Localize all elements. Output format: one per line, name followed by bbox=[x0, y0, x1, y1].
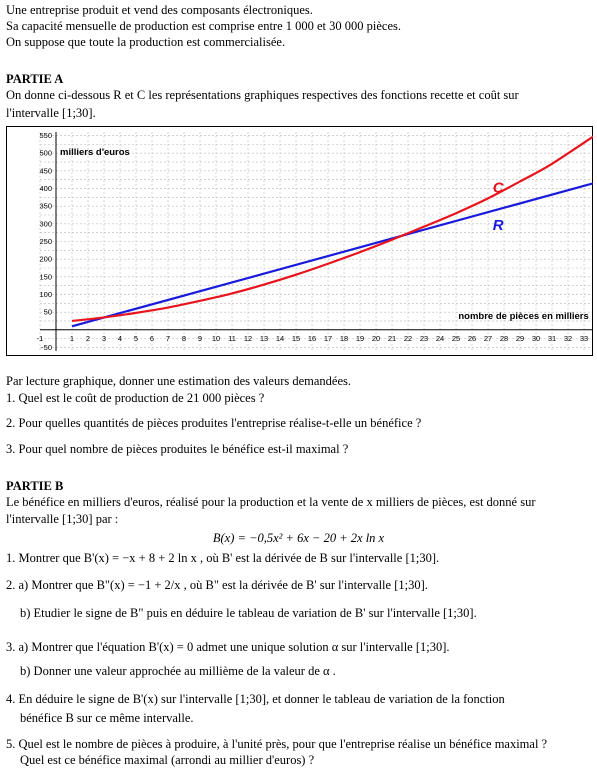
x-tick-label: 32 bbox=[563, 333, 573, 343]
x-tick-label: 11 bbox=[228, 333, 236, 343]
x-tick-label: 8 bbox=[181, 333, 187, 343]
part-b-title: PARTIE B bbox=[6, 479, 64, 493]
x-tick-label: 19 bbox=[355, 333, 365, 343]
x-tick-label: 24 bbox=[435, 333, 445, 343]
intro-line-3: On suppose que toute la production est commercialisée. bbox=[6, 35, 286, 49]
x-tick-label: 18 bbox=[339, 333, 349, 343]
x-tick-label: 2 bbox=[85, 333, 91, 343]
part-b-q2b: b) Etudier le signe de B" puis en déduire le tableau de variation de B' sur l'intervalle [1;30]. bbox=[20, 606, 477, 620]
x-tick-label: -1 bbox=[36, 333, 44, 343]
part-b-q3b: b) Donner une valeur approchée au millième de la valeur de α . bbox=[20, 664, 336, 678]
x-tick-label: 6 bbox=[149, 333, 155, 343]
y-tick-label: 300 bbox=[39, 219, 52, 229]
x-tick-label: 1 bbox=[69, 333, 75, 343]
part-b-line-1: Le bénéfice en milliers d'euros, réalisé pour la production et la vente de x milliers de pièces, est donné sur bbox=[6, 495, 536, 509]
x-tick-label: 15 bbox=[291, 333, 301, 343]
part-a-line-1: On donne ci-dessous R et C les représentations graphiques respectives des fonctions recette et coût sur bbox=[6, 88, 519, 102]
x-tick-label: 3 bbox=[101, 333, 107, 343]
x-tick-label: 17 bbox=[323, 333, 333, 343]
part-b-q4a: 4. En déduire le signe de B'(x) sur l'intervalle [1;30], et donner le tableau de variation de la fonction bbox=[6, 692, 505, 706]
y-tick-label: 550 bbox=[39, 131, 52, 141]
intro-line-1: Une entreprise produit et vend des composants électroniques. bbox=[6, 3, 313, 17]
x-tick-label: 33 bbox=[579, 333, 589, 343]
part-a-title: PARTIE A bbox=[6, 72, 64, 86]
x-tick-label: 25 bbox=[451, 333, 461, 343]
intro-line-2: Sa capacité mensuelle de production est comprise entre 1 000 et 30 000 pièces. bbox=[6, 19, 402, 33]
part-b-q2a: 2. a) Montrer que B"(x) = −1 + 2/x , où B" est la dérivée de B' sur l'intervalle [1;30]. bbox=[6, 578, 428, 592]
y-tick-label: 200 bbox=[39, 254, 52, 264]
x-tick-label: 14 bbox=[275, 333, 285, 343]
x-tick-label: 21 bbox=[387, 333, 397, 343]
series-C-label: C bbox=[492, 179, 504, 197]
y-axis-label: milliers d'euros bbox=[60, 147, 130, 159]
x-tick-label: 9 bbox=[197, 333, 203, 343]
x-axis-label: nombre de pièces en milliers bbox=[458, 311, 589, 323]
x-tick-label: 28 bbox=[499, 333, 509, 343]
x-tick-label: 20 bbox=[371, 333, 381, 343]
x-tick-label: 16 bbox=[307, 333, 317, 343]
x-tick-label: 29 bbox=[515, 333, 525, 343]
x-tick-label: 26 bbox=[467, 333, 477, 343]
part-a-q2: 2. Pour quelles quantités de pièces produites l'entreprise réalise-t-elle un bénéfice ? bbox=[6, 416, 422, 430]
part-b-q1: 1. Montrer que B'(x) = −x + 8 + 2 ln x , où B' est la dérivée de B sur l'intervalle [1;30]. bbox=[6, 551, 440, 565]
part-b-q5b: Quel est ce bénéfice maximal (arrondi au millier d'euros) ? bbox=[20, 753, 315, 767]
y-tick-label: -50 bbox=[41, 342, 52, 352]
part-a-line-2: l'intervalle [1;30]. bbox=[6, 106, 96, 120]
x-tick-label: 23 bbox=[419, 333, 429, 343]
x-tick-label: 10 bbox=[211, 333, 221, 343]
x-tick-label: 13 bbox=[259, 333, 269, 343]
y-tick-label: 350 bbox=[39, 201, 52, 211]
x-tick-label: 5 bbox=[133, 333, 139, 343]
part-a-after: Par lecture graphique, donner une estimation des valeurs demandées. bbox=[6, 374, 352, 388]
y-tick-label: 150 bbox=[39, 272, 52, 282]
y-tick-label: 100 bbox=[39, 289, 52, 299]
y-tick-label: 500 bbox=[39, 148, 52, 158]
y-tick-label: 250 bbox=[39, 237, 52, 246]
series-R-label: R bbox=[492, 216, 504, 234]
y-tick-label: 450 bbox=[39, 166, 52, 176]
x-tick-label: 27 bbox=[483, 333, 493, 343]
part-b-line-2: l'intervalle [1;30] par : bbox=[6, 512, 119, 526]
x-tick-label: 4 bbox=[117, 333, 123, 343]
x-tick-label: 30 bbox=[531, 333, 541, 343]
x-tick-label: 22 bbox=[403, 333, 413, 343]
x-tick-label: 7 bbox=[165, 333, 171, 343]
y-tick-label: 400 bbox=[39, 184, 52, 194]
part-b-q4b: bénéfice B sur ce même intervalle. bbox=[20, 711, 194, 725]
y-tick-label: 50 bbox=[43, 307, 52, 317]
part-b-formula: B(x) = −0,5x² + 6x − 20 + 2x ln x bbox=[212, 531, 385, 545]
part-a-q3: 3. Pour quel nombre de pièces produites le bénéfice est-il maximal ? bbox=[6, 442, 349, 456]
part-b-q3a: 3. a) Montrer que l'équation B'(x) = 0 admet une unique solution α sur l'intervalle [1;30]. bbox=[6, 640, 450, 654]
chart bbox=[6, 126, 593, 356]
part-b-q5a: 5. Quel est le nombre de pièces à produire, à l'unité près, pour que l'entreprise réalise un bénéfice maximal ? bbox=[6, 737, 548, 751]
part-a-q1: 1. Quel est le coût de production de 21 000 pièces ? bbox=[6, 391, 265, 405]
x-tick-label: 31 bbox=[547, 333, 557, 343]
x-tick-label: 12 bbox=[243, 333, 253, 343]
